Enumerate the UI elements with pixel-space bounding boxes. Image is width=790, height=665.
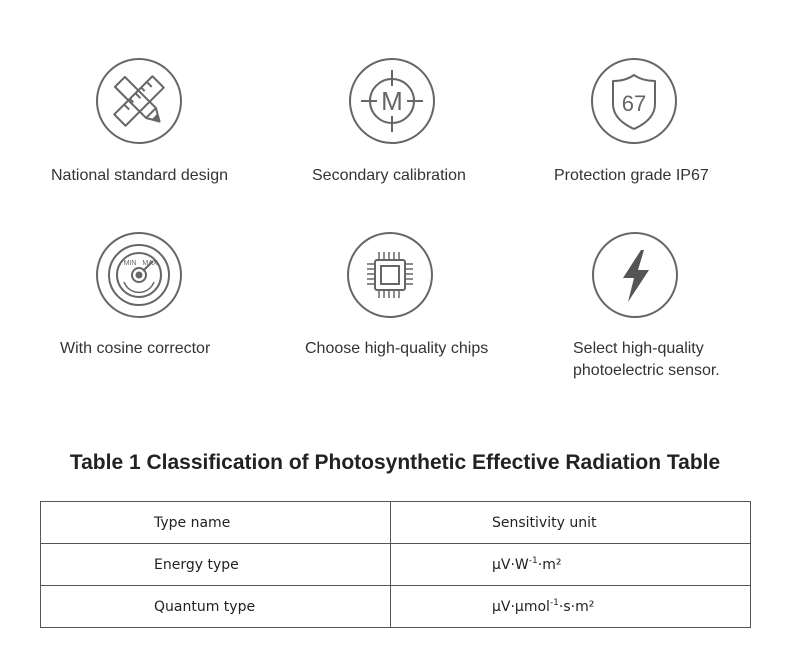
lightning-bolt-icon [592,232,678,318]
row-quantum-type-unit: μV·μmol$^{-1}$·s·m² [391,586,751,628]
classification-table [40,501,751,628]
feature-label-sensor-line2: photoelectric sensor. [573,362,720,379]
feature-label-secondary-calibration: Secondary calibration [312,167,466,184]
shield-icon-number: 67 [621,91,647,116]
chip-icon [347,232,433,318]
feature-label-high-quality-chips: Choose high-quality chips [305,340,489,357]
gauge-max-text: MAX [142,260,158,267]
feature-label-sensor-line1: Select high-quality [573,340,704,357]
pencil-ruler-icon [96,58,182,144]
calibration-target-icon [349,58,435,144]
gauge-min-text: MIN [123,260,137,267]
shield-icon [591,58,677,144]
row-energy-type-name: Energy type [41,544,391,586]
cosine-corrector-gauge-icon [96,232,182,318]
table-row [41,586,751,628]
feature-label-cosine-corrector: With cosine corrector [60,340,211,357]
table-title: Table 1 Classification of Photosynthetic Effective Radiation Table [69,451,721,474]
header-type-name: Type name [41,502,391,544]
feature-label-protection-grade: Protection grade IP67 [554,167,709,184]
row-energy-type-unit: $\mu V\cdot W^{-1}\cdot m^2$ [391,544,751,586]
table-header-row [41,502,751,544]
table-row [41,544,751,586]
calibration-icon-letter: M [381,86,403,116]
row-quantum-type-name: Quantum type [41,586,391,628]
header-sensitivity-unit: Sensitivity unit [391,502,751,544]
feature-label-national-standard: National standard design [51,167,229,184]
